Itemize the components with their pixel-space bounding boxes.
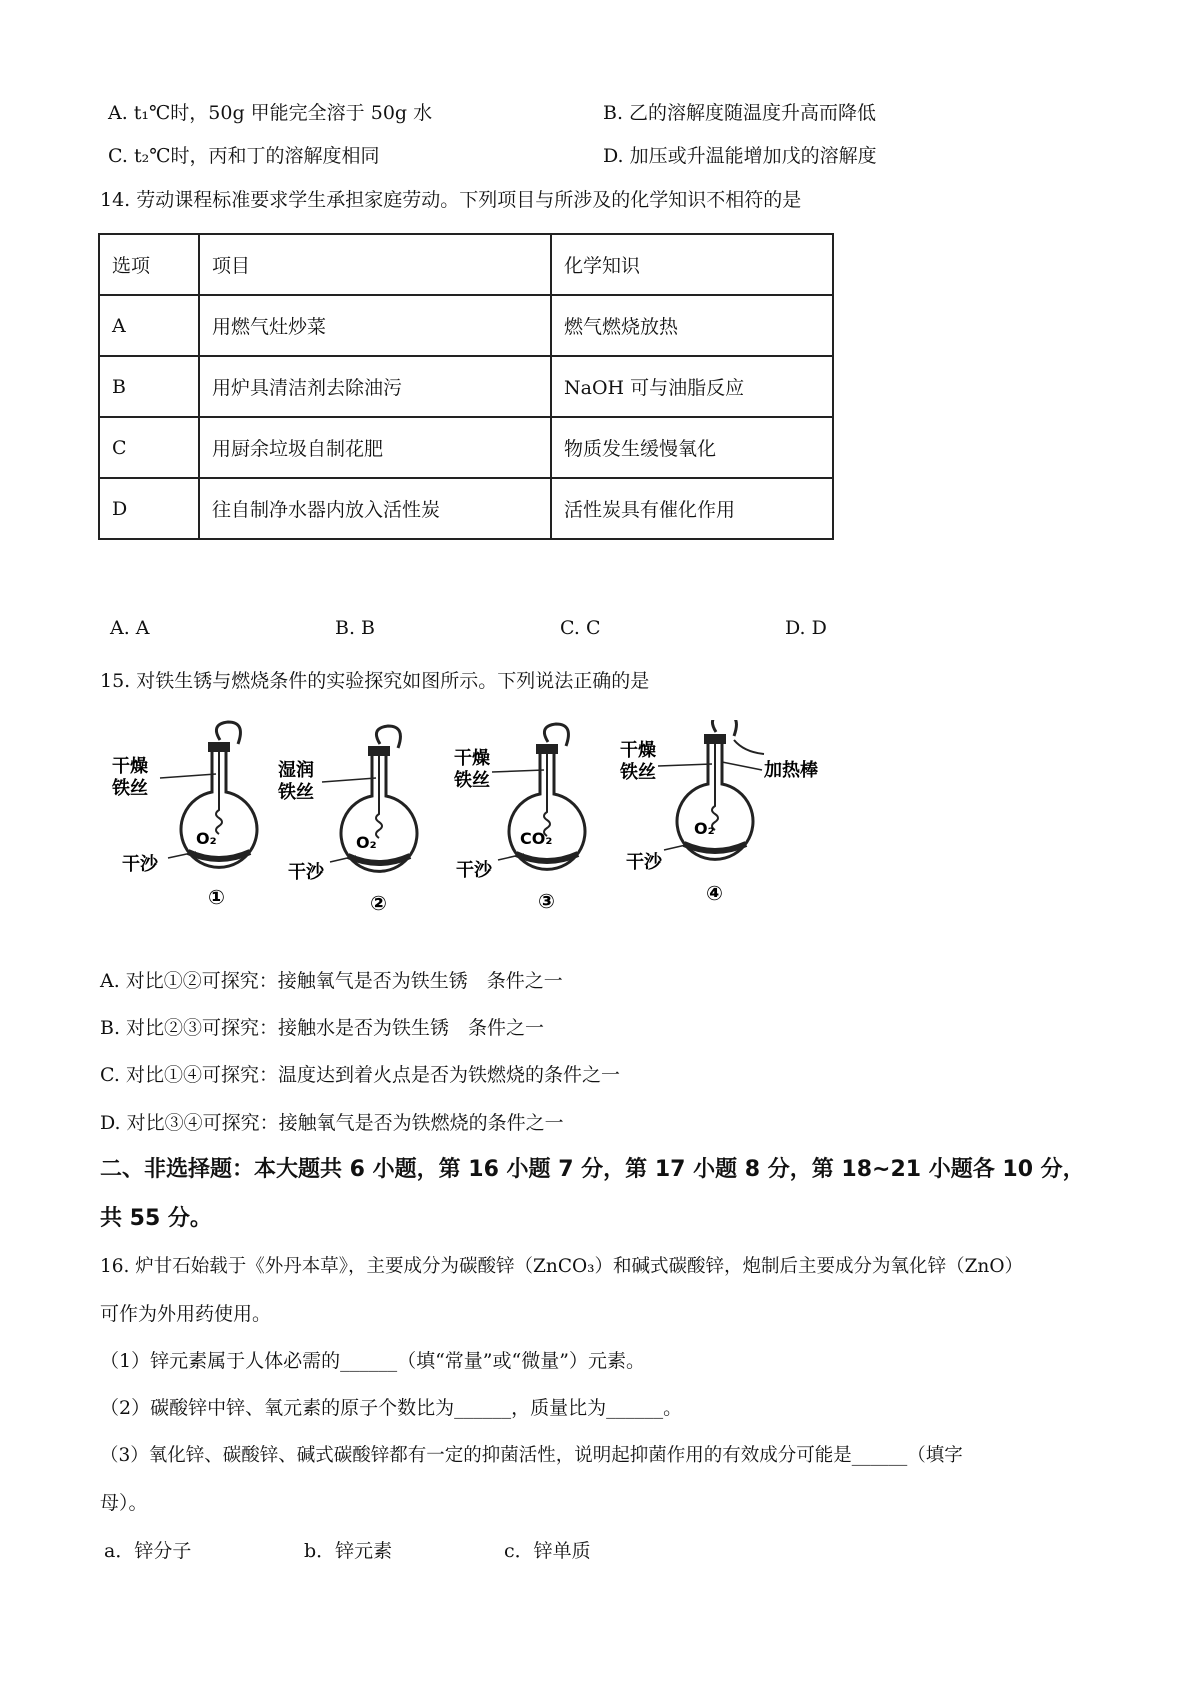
figure-sand-label: 干沙 bbox=[456, 860, 492, 881]
figure-number: ① bbox=[208, 885, 225, 909]
figure-sand-label: 干沙 bbox=[626, 852, 662, 873]
q16-choices bbox=[104, 1536, 591, 1563]
figure-sand-label: 干沙 bbox=[122, 854, 158, 875]
q16-choice-a: a．锌分子 bbox=[104, 1540, 192, 1562]
figure-gas-label: O₂ bbox=[196, 829, 217, 848]
q15-option-b: B. 对比②③可探究：接触水是否为铁生锈 条件之一 bbox=[100, 1017, 545, 1039]
table-cell: NaOH 可与油脂反应 bbox=[551, 356, 833, 417]
q14-stem: 14. 劳动课程标准要求学生承担家庭劳动。下列项目与所涉及的化学知识不相符的是 bbox=[100, 189, 802, 211]
table-row bbox=[99, 356, 833, 417]
table-cell: 物质发生缓慢氧化 bbox=[551, 417, 833, 478]
table-header-row bbox=[99, 234, 833, 295]
table-cell: A bbox=[99, 295, 199, 356]
q14-option-c: C. C bbox=[560, 617, 601, 639]
table-row bbox=[99, 295, 833, 356]
figure-heater-label: 加热棒 bbox=[764, 760, 818, 781]
table-row bbox=[99, 417, 833, 478]
table-cell: 用厨余垃圾自制花肥 bbox=[199, 417, 551, 478]
q16-part-3-cont: 母）。 bbox=[100, 1492, 148, 1514]
table-cell: 用炉具清洁剂去除油污 bbox=[199, 356, 551, 417]
table-cell: 燃气燃烧放热 bbox=[551, 295, 833, 356]
table-cell: 活性炭具有催化作用 bbox=[551, 478, 833, 539]
table-cell: 用燃气灶炒菜 bbox=[199, 295, 551, 356]
q14-table bbox=[98, 233, 834, 540]
table-cell: D bbox=[99, 478, 199, 539]
table-header-cell: 化学知识 bbox=[551, 234, 833, 295]
table-cell: C bbox=[99, 417, 199, 478]
q14-option-d: D. D bbox=[785, 617, 827, 639]
q15-option-a: A. 对比①②可探究：接触氧气是否为铁生锈 条件之一 bbox=[100, 970, 563, 992]
figure-number: ④ bbox=[706, 881, 723, 905]
q16-choice-b: b．锌元素 bbox=[304, 1540, 393, 1562]
q16-stem-cont: 可作为外用药使用。 bbox=[100, 1303, 272, 1325]
section-2-heading: 二、非选择题：本大题共 6 小题，第 16 小题 7 分，第 17 小题 8 分，第 18~21 小题各 10 分， bbox=[100, 1157, 1085, 1182]
q14-option-b: B. B bbox=[335, 617, 376, 639]
q13-option-a: A. t₁℃时，50g 甲能完全溶于 50g 水 bbox=[108, 102, 433, 124]
figure-label: 干燥铁丝 bbox=[112, 756, 148, 799]
q15-experiment-figure bbox=[108, 720, 928, 940]
q13-options-row-1 bbox=[108, 98, 1108, 125]
figure-sand-label: 干沙 bbox=[288, 862, 324, 883]
q15-stem: 15. 对铁生锈与燃烧条件的实验探究如图所示。下列说法正确的是 bbox=[100, 670, 650, 692]
table-header-cell: 选项 bbox=[99, 234, 199, 295]
q14-options bbox=[110, 617, 1010, 639]
figure-gas-label: O₂ bbox=[356, 833, 377, 852]
q16-part-1: （1）锌元素属于人体必需的______（填“常量”或“微量”）元素。 bbox=[100, 1350, 645, 1372]
figure-label: 湿润铁丝 bbox=[278, 760, 314, 803]
figure-gas-label: CO₂ bbox=[520, 829, 553, 848]
q13-option-c: C. t₂℃时，丙和丁的溶解度相同 bbox=[108, 145, 380, 167]
q16-stem: 16. 炉甘石始载于《外丹本草》，主要成分为碳酸锌（ZnCO₃）和碱式碳酸锌，炮制后主要成分为氧化锌（ZnO） bbox=[100, 1256, 1023, 1277]
table-cell: 往自制净水器内放入活性炭 bbox=[199, 478, 551, 539]
q15-option-c: C. 对比①④可探究：温度达到着火点是否为铁燃烧的条件之一 bbox=[100, 1064, 620, 1086]
q13-option-d: D. 加压或升温能增加戊的溶解度 bbox=[603, 145, 877, 167]
flask-4 bbox=[658, 720, 764, 859]
table-cell: B bbox=[99, 356, 199, 417]
q13-options-row-2 bbox=[108, 141, 1108, 168]
figure-number: ② bbox=[370, 891, 387, 915]
figure-gas-label: O₂ bbox=[694, 819, 715, 838]
section-2-heading-cont: 共 55 分。 bbox=[100, 1206, 212, 1231]
q13-option-b: B. 乙的溶解度随温度升高而降低 bbox=[603, 102, 877, 124]
q14-option-a: A. A bbox=[110, 617, 150, 639]
table-row bbox=[99, 478, 833, 539]
q16-choice-c: c．锌单质 bbox=[504, 1540, 591, 1562]
q15-option-d: D. 对比③④可探究：接触氧气是否为铁燃烧的条件之一 bbox=[100, 1112, 564, 1134]
figure-label: 干燥铁丝 bbox=[620, 740, 656, 783]
table-header-cell: 项目 bbox=[199, 234, 551, 295]
q16-part-3: （3）氧化锌、碳酸锌、碱式碳酸锌都有一定的抑菌活性，说明起抑菌作用的有效成分可能是______（填字 bbox=[100, 1445, 963, 1466]
figure-label: 干燥铁丝 bbox=[454, 748, 490, 791]
figure-number: ③ bbox=[538, 889, 555, 913]
q16-part-2: （2）碳酸锌中锌、氧元素的原子个数比为______，质量比为______。 bbox=[100, 1397, 683, 1419]
